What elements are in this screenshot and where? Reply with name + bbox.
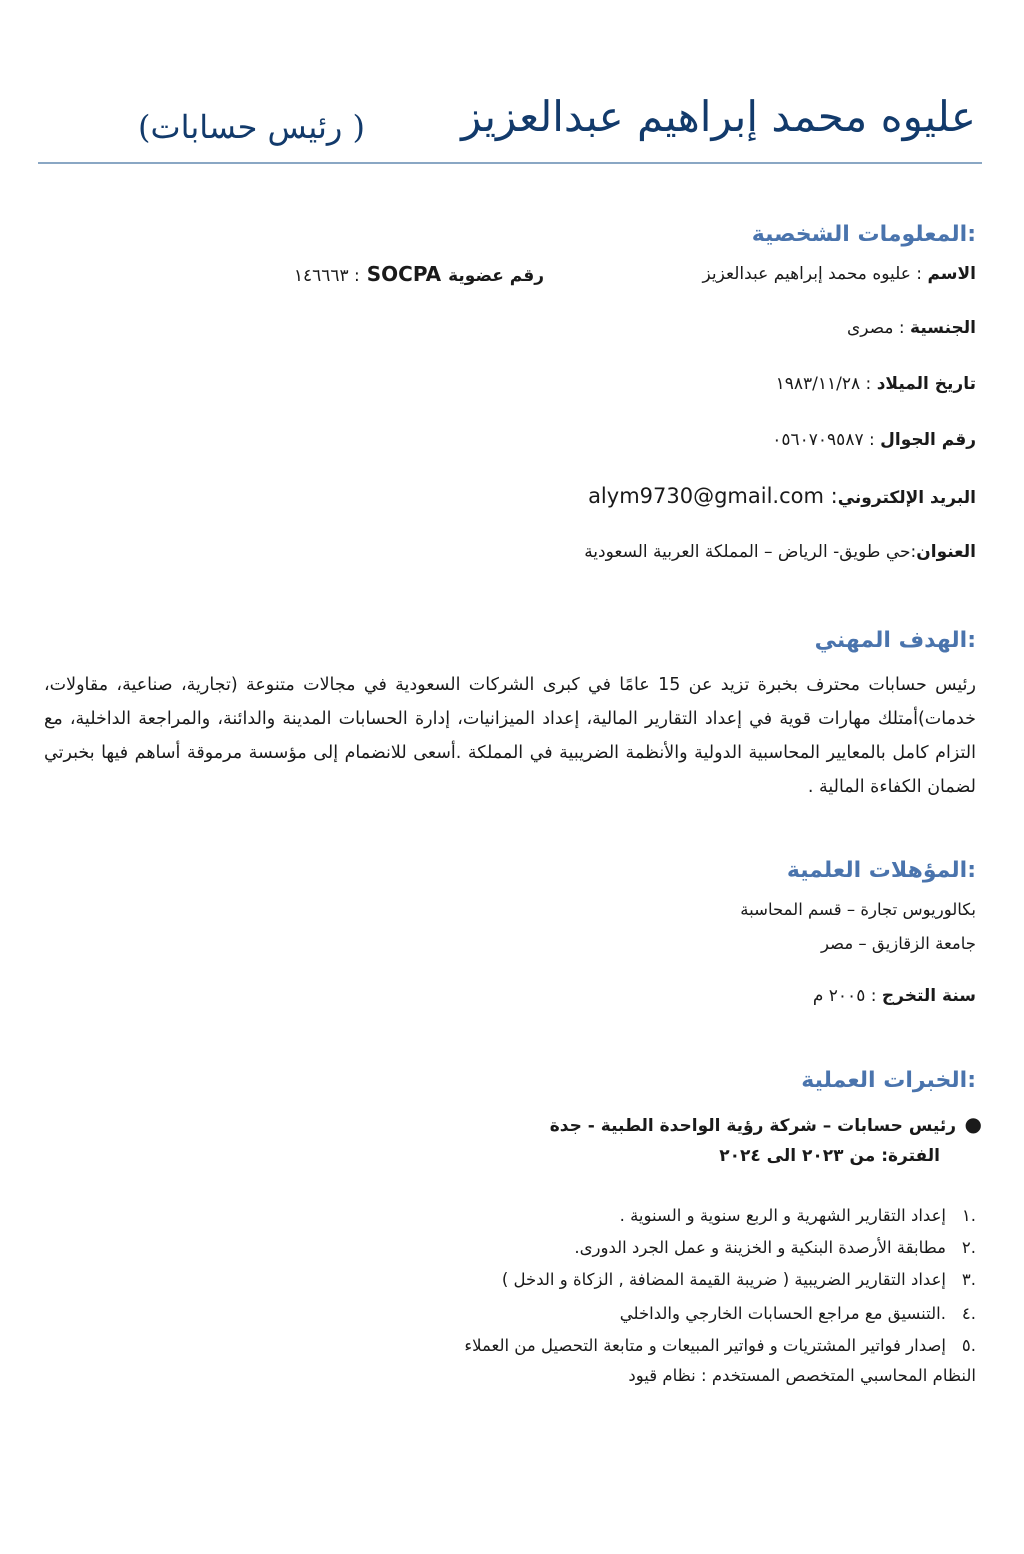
socpa-brand: SOCPA [359, 262, 449, 286]
dob-row [776, 374, 976, 394]
section-heading-education: :المؤهلات العلمية [786, 858, 976, 883]
header-divider [38, 162, 982, 164]
task-text: إعداد التقارير الشهرية و الربع سنوية و السنوية . [619, 1206, 946, 1225]
mobile-label: رقم الجوال [880, 430, 976, 450]
dob-value: : ١٩٨٣/١١/٢٨ [775, 374, 877, 394]
period-label: الفترة [888, 1146, 940, 1166]
accounting-system-line: النظام المحاسبي المتخصص المستخدم : نظام قيود [628, 1366, 976, 1385]
task-number: .٥ [961, 1336, 976, 1355]
dob-label: تاريخ الميلاد [876, 374, 976, 394]
section-heading-experience: :الخبرات العملية [801, 1068, 976, 1093]
section-heading-personal: :المعلومات الشخصية [751, 222, 976, 247]
degree-line: بكالوريوس تجارة – قسم المحاسبة [740, 900, 976, 919]
task-text: إعداد التقارير الضريبية ( ضريبة القيمة المضافة , الزكاة و الدخل ) [501, 1270, 946, 1289]
task-item [574, 1238, 976, 1257]
mobile-value: : ٠٥٦٠٧٠٩٥٨٧ [772, 430, 881, 450]
graduation-label: سنة التخرج [881, 986, 976, 1006]
section-heading-objective: :الهدف المهني [814, 628, 976, 653]
nationality-row [847, 318, 976, 338]
university-line: جامعة الزقازيق – مصر [820, 934, 976, 953]
graduation-row [813, 986, 976, 1006]
page-title: عليوه محمد إبراهيم عبدالعزيز [461, 92, 976, 141]
position-item [550, 1112, 982, 1136]
nationality-value: : مصرى [846, 318, 911, 338]
task-text: .التنسيق مع مراجع الحسابات الخارجي والداخلي [619, 1304, 946, 1323]
task-item [620, 1304, 976, 1323]
objective-paragraph: رئيس حسابات محترف بخبرة تزيد عن 15 عامًا في كبرى الشركات السعودية في مجالات متنوعة (تجارية، صناعية، مقاولات، خدمات)أمتلك مهارات قوية في إعداد التقارير المالية، إعداد الميزانيات، إدارة الحسابات المدينة والدائنة، والمراجعة الداخلية، مع التزام كامل بالمعايير المحاسبية الدولية والأنظمة الضريبية في المملكة .أسعى للانضمام إلى مؤسسة مرموقة أساهم فيها بخبرتي لضمان الكفاءة المالية . [44, 675, 976, 797]
name-value: : عليوه محمد إبراهيم عبدالعزيز [702, 264, 928, 284]
name-row [703, 264, 976, 284]
address-value: :حي طويق- الرياض – المملكة العربية السعودية [584, 542, 917, 562]
task-item [464, 1336, 976, 1355]
task-item [502, 1270, 976, 1289]
address-label: العنوان [916, 542, 976, 562]
job-title: ( رئيس حسابات) [138, 108, 365, 146]
task-number: .٤ [961, 1304, 976, 1323]
nationality-label: الجنسية [910, 318, 976, 338]
email-value: : alym9730@gmail.com [588, 484, 838, 508]
email-row [588, 484, 976, 508]
address-row [584, 542, 976, 562]
task-number: .٢ [961, 1238, 976, 1257]
socpa-value: : ١٤٦٦٦٣ [293, 266, 360, 286]
socpa-row [294, 262, 544, 286]
task-text: إصدار فواتير المشتريات و فواتير المبيعات و متابعة التحصيل من العملاء [464, 1336, 946, 1355]
name-label: الاسم [927, 264, 976, 284]
mobile-row [772, 430, 976, 450]
graduation-value: : ٢٠٠٥ م [812, 986, 882, 1006]
period-row [719, 1146, 940, 1166]
task-number: .١ [961, 1206, 976, 1225]
task-item [620, 1206, 976, 1225]
email-label: البريد الإلكتروني [837, 488, 976, 508]
bullet-icon: ● [964, 1112, 982, 1136]
socpa-label: رقم عضوية [448, 266, 544, 286]
task-number: .٣ [961, 1270, 976, 1289]
period-value: : من ٢٠٢٣ الى ٢٠٢٤ [719, 1146, 888, 1166]
position-title: رئيس حسابات – شركة رؤية الواحدة الطبية - جدة [549, 1116, 956, 1136]
task-text: مطابقة الأرصدة البنكية و الخزينة و عمل الجرد الدورى. [574, 1238, 946, 1257]
